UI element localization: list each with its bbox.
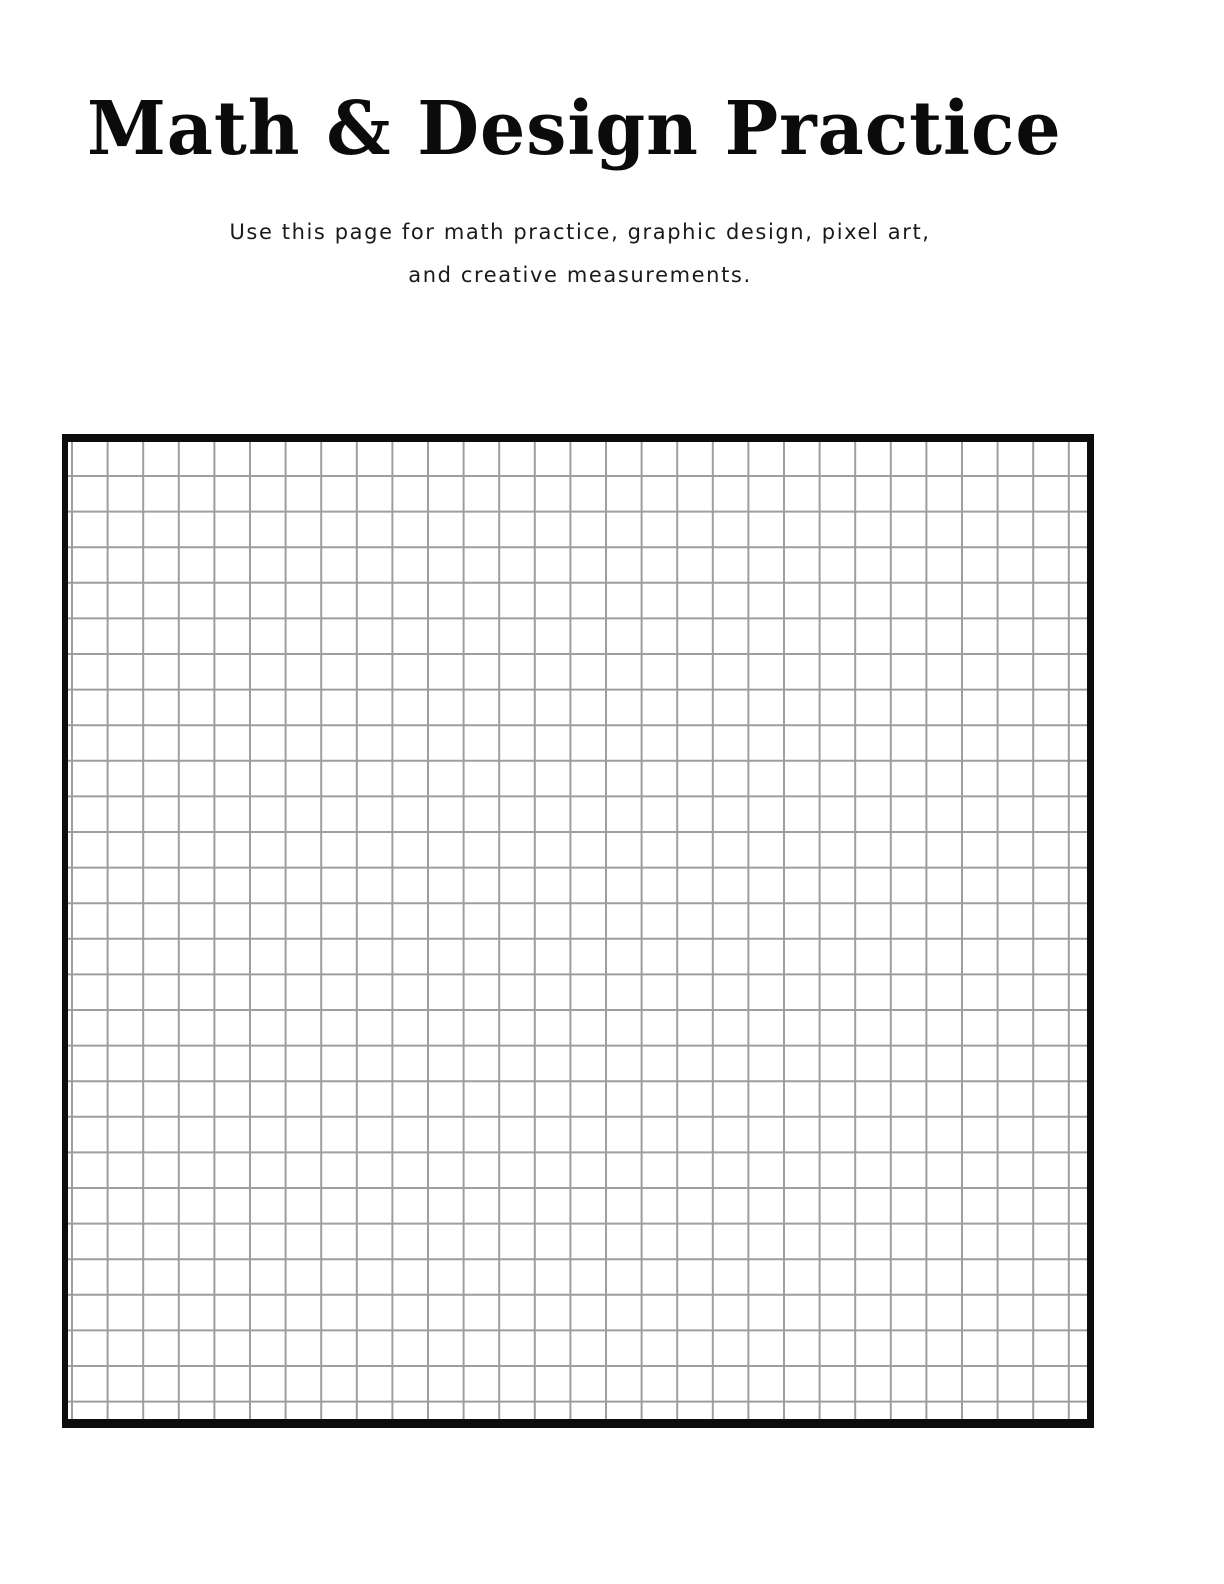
subtitle-line-2: and creative measurements. (408, 263, 752, 287)
graph-paper-grid (62, 434, 1094, 1428)
page-title: Math & Design Practice (87, 86, 1062, 172)
grid-lines (68, 442, 1087, 1428)
subtitle-line-1: Use this page for math practice, graphic design, pixel art, (229, 220, 931, 244)
